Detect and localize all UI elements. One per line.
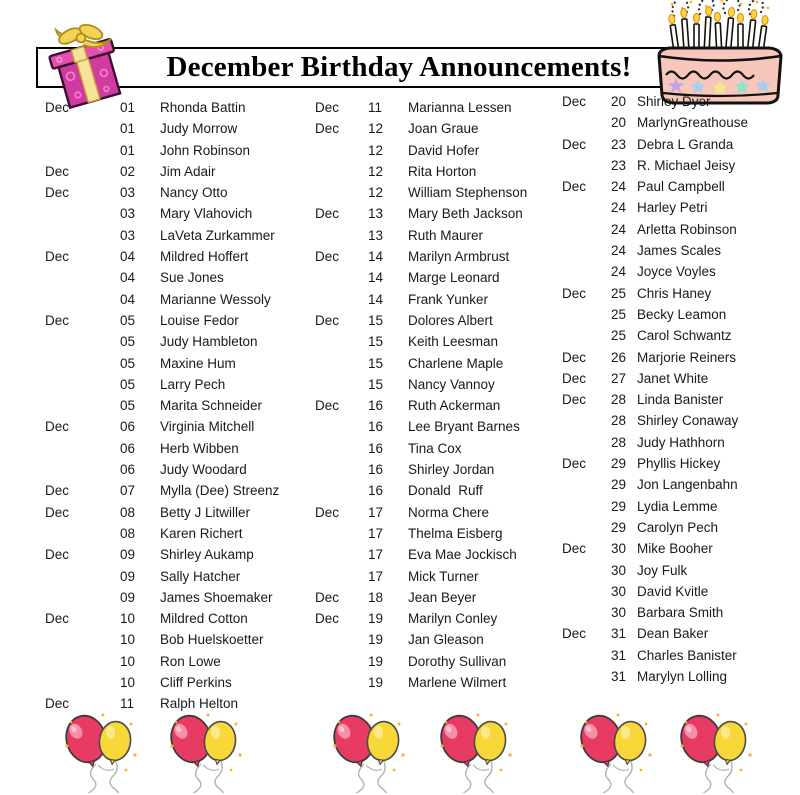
month-label: Dec (45, 312, 70, 328)
person-name: Becky Leamon (637, 306, 727, 322)
birthday-entry (562, 496, 800, 517)
day-number: 29 (611, 477, 627, 493)
month-label: Dec (562, 626, 587, 642)
person-name: Maxine Hum (160, 355, 236, 371)
person-name: Marilyn Armbrust (408, 249, 510, 265)
person-name: Marita Schneider (160, 398, 263, 414)
day-number: 29 (611, 498, 627, 514)
month-label: Dec (315, 504, 340, 520)
person-name: Eva Mae Jockisch (408, 547, 517, 563)
person-name: MarlynGreathouse (637, 115, 749, 131)
day-number: 04 (120, 291, 136, 307)
day-number: 25 (611, 328, 627, 344)
day-number: 17 (368, 504, 384, 520)
person-name: Nancy Vannoy (408, 376, 495, 392)
day-number: 16 (368, 419, 384, 435)
birthday-entry (562, 666, 800, 687)
birthday-entry (45, 374, 307, 395)
person-name: Frank Yunker (408, 291, 489, 307)
day-number: 08 (120, 504, 136, 520)
day-number: 26 (611, 349, 627, 365)
day-number: 09 (120, 589, 136, 605)
person-name: Ruth Ackerman (408, 398, 501, 414)
birthday-entry (45, 97, 307, 118)
birthday-entry (562, 91, 800, 112)
month-label: Dec (562, 349, 587, 365)
day-number: 03 (120, 206, 136, 222)
birthday-entry (45, 502, 307, 523)
person-name: Chris Haney (637, 285, 712, 301)
day-number: 01 (120, 100, 136, 115)
day-number: 10 (120, 632, 136, 648)
person-name: Marlene Wilmert (408, 675, 507, 691)
birthday-entry (562, 197, 800, 218)
day-number: 07 (120, 483, 136, 499)
person-name: David Kvitle (637, 583, 709, 599)
person-name: Marianne Wessoly (160, 291, 271, 307)
person-name: Norma Chere (408, 504, 490, 520)
person-name: Judy Woodard (160, 462, 247, 478)
birthday-entry (45, 480, 307, 501)
person-name: William Stephenson (408, 185, 528, 201)
day-number: 30 (611, 605, 627, 621)
birthday-entry (562, 453, 800, 474)
day-number: 17 (368, 547, 384, 563)
birthday-entry (315, 97, 567, 118)
day-number: 11 (368, 100, 383, 115)
month-label: Dec (562, 541, 587, 557)
birthday-entry (562, 347, 800, 368)
day-number: 06 (120, 462, 136, 478)
birthday-entry (45, 310, 307, 331)
day-number: 01 (120, 142, 136, 158)
person-name: Janet White (637, 370, 709, 386)
person-name: Mildred Hoffert (160, 249, 249, 265)
person-name: Ron Lowe (160, 653, 221, 669)
month-label: Dec (562, 285, 587, 301)
month-label: Dec (45, 611, 70, 627)
day-number: 24 (611, 200, 627, 216)
birthday-entry (315, 182, 567, 203)
person-name: Marge Leonard (408, 270, 500, 286)
day-number: 12 (368, 121, 384, 137)
person-name: James Scales (637, 243, 722, 259)
day-number: 30 (611, 583, 627, 599)
birthday-entry (45, 140, 307, 161)
month-label: Dec (315, 121, 340, 137)
birthday-entry (562, 304, 800, 325)
birthday-entry (45, 672, 307, 693)
birthday-entry (315, 310, 567, 331)
day-number: 31 (611, 626, 627, 642)
month-label: Dec (45, 419, 70, 435)
birthday-entry (562, 325, 800, 346)
person-name: Arletta Robinson (637, 221, 737, 237)
person-name: Judy Morrow (160, 121, 238, 137)
person-name: Barbara Smith (637, 605, 724, 621)
birthday-entry (562, 112, 800, 133)
birthday-entry (562, 474, 800, 495)
person-name: Dolores Albert (408, 312, 493, 328)
balloon-pair-icon (163, 708, 248, 793)
person-name: Rita Horton (408, 163, 477, 179)
day-number: 28 (611, 392, 627, 408)
person-name: Jean Beyer (408, 589, 477, 605)
person-name: Charles Banister (637, 647, 737, 663)
day-number: 24 (611, 264, 627, 280)
birthday-entry (562, 283, 800, 304)
birthday-entry (315, 267, 567, 288)
person-name: David Hofer (408, 142, 480, 158)
birthday-column-3 (562, 91, 800, 687)
birthday-entry (562, 538, 800, 559)
person-name: R. Michael Jeisy (637, 157, 736, 173)
birthday-entry (562, 560, 800, 581)
birthday-column-2 (315, 97, 567, 693)
birthday-entry (315, 566, 567, 587)
person-name: Shirley Dyer (637, 94, 711, 109)
day-number: 15 (368, 312, 384, 328)
birthday-entry (562, 410, 800, 431)
day-number: 16 (368, 483, 384, 499)
day-number: 12 (368, 163, 384, 179)
person-name: Marylyn Lolling (637, 669, 728, 685)
birthday-entry (315, 353, 567, 374)
day-number: 16 (368, 440, 384, 456)
day-number: 16 (368, 462, 384, 478)
person-name: Virginia Mitchell (160, 419, 255, 435)
person-name: Charlene Maple (408, 355, 504, 371)
person-name: Dean Baker (637, 626, 709, 642)
birthday-entry (45, 203, 307, 224)
person-name: Phyllis Hickey (637, 456, 721, 472)
birthday-entry (45, 544, 307, 565)
month-label: Dec (315, 398, 340, 414)
month-label: Dec (315, 611, 340, 627)
day-number: 03 (120, 227, 136, 243)
day-number: 31 (611, 669, 627, 685)
birthday-entry (315, 459, 567, 480)
day-number: 20 (611, 94, 627, 109)
person-name: Lydia Lemme (637, 498, 718, 514)
day-number: 05 (120, 398, 136, 414)
month-label: Dec (45, 696, 70, 712)
birthday-entry (315, 587, 567, 608)
day-number: 19 (368, 653, 384, 669)
person-name: John Robinson (160, 142, 251, 158)
month-label: Dec (315, 206, 340, 222)
day-number: 20 (611, 115, 627, 131)
balloon-pair-icon (433, 708, 518, 793)
day-number: 30 (611, 562, 627, 578)
balloon-pair-icon (58, 708, 143, 793)
month-label: Dec (45, 100, 70, 115)
day-number: 11 (120, 696, 135, 712)
month-label: Dec (45, 547, 70, 563)
person-name: Thelma Eisberg (408, 525, 503, 541)
day-number: 05 (120, 312, 136, 328)
person-name: Shirley Jordan (408, 462, 495, 478)
birthday-entry (315, 246, 567, 267)
person-name: Donald Ruff (408, 483, 483, 499)
person-name: Joy Fulk (637, 562, 688, 578)
month-label: Dec (562, 456, 587, 472)
candles-icon (668, 6, 768, 52)
birthday-entry (315, 331, 567, 352)
birthday-entry (45, 629, 307, 650)
day-number: 05 (120, 355, 136, 371)
birthday-entry (45, 395, 307, 416)
day-number: 29 (611, 456, 627, 472)
day-number: 05 (120, 334, 136, 350)
day-number: 27 (611, 370, 627, 386)
birthday-entry (315, 203, 567, 224)
day-number: 16 (368, 398, 384, 414)
day-number: 25 (611, 306, 627, 322)
day-number: 24 (611, 221, 627, 237)
person-name: Sue Jones (160, 270, 224, 286)
person-name: Carolyn Pech (637, 519, 719, 535)
person-name: Joyce Voyles (637, 264, 716, 280)
person-name: Ruth Maurer (408, 227, 484, 243)
day-number: 10 (120, 611, 136, 627)
birthday-entry (45, 289, 307, 310)
birthday-entry (562, 155, 800, 176)
balloon-pair-icon (673, 708, 758, 793)
birthday-entry (562, 432, 800, 453)
day-number: 06 (120, 440, 136, 456)
day-number: 31 (611, 647, 627, 663)
day-number: 17 (368, 525, 384, 541)
birthday-entry (315, 395, 567, 416)
birthday-entry (45, 566, 307, 587)
person-name: Betty J Litwiller (160, 504, 251, 520)
birthday-entry (562, 645, 800, 666)
day-number: 18 (368, 589, 384, 605)
birthday-entry (45, 353, 307, 374)
birthday-entry (45, 459, 307, 480)
person-name: Ralph Helton (160, 696, 239, 712)
person-name: Jim Adair (160, 163, 216, 179)
person-name: Sally Hatcher (160, 568, 241, 584)
birthday-entry (315, 118, 567, 139)
person-name: Linda Banister (637, 392, 724, 408)
person-name: Debra L Granda (637, 136, 734, 152)
birthday-entry (315, 374, 567, 395)
birthday-entry (562, 176, 800, 197)
month-label: Dec (562, 94, 587, 109)
day-number: 15 (368, 334, 384, 350)
day-number: 15 (368, 376, 384, 392)
day-number: 14 (368, 291, 384, 307)
person-name: Cliff Perkins (160, 675, 232, 691)
day-number: 14 (368, 270, 384, 286)
person-name: Tina Cox (408, 440, 462, 456)
birthday-entry (315, 672, 567, 693)
birthday-entry (562, 581, 800, 602)
person-name: Mike Booher (637, 541, 713, 557)
person-name: Dorothy Sullivan (408, 653, 507, 669)
birthday-entry (45, 182, 307, 203)
day-number: 23 (611, 136, 627, 152)
birthday-entry (315, 502, 567, 523)
birthday-entry (315, 629, 567, 650)
month-label: Dec (45, 483, 70, 499)
day-number: 30 (611, 541, 627, 557)
birthday-entry (315, 140, 567, 161)
person-name: Rhonda Battin (160, 100, 246, 115)
day-number: 04 (120, 270, 136, 286)
birthday-entry (315, 651, 567, 672)
day-number: 10 (120, 653, 136, 669)
birthday-entry (315, 608, 567, 629)
person-name: Marilyn Conley (408, 611, 498, 627)
person-name: Nancy Otto (160, 185, 228, 201)
person-name: Herb Wibben (160, 440, 239, 456)
day-number: 09 (120, 547, 136, 563)
person-name: Jan Gleason (408, 632, 484, 648)
person-name: Karen Richert (160, 525, 243, 541)
birthday-entry (315, 225, 567, 246)
month-label: Dec (45, 249, 70, 265)
person-name: Shirley Aukamp (160, 547, 254, 563)
birthday-entry (562, 261, 800, 282)
balloon-pair-icon (326, 708, 411, 793)
balloon-pair-icon (573, 708, 658, 793)
day-number: 29 (611, 519, 627, 535)
person-name: Carol Schwantz (637, 328, 732, 344)
gift-bow-icon (56, 22, 111, 47)
month-label: Dec (562, 136, 587, 152)
birthday-entry (45, 331, 307, 352)
birthday-entry (315, 161, 567, 182)
birthday-entry (315, 438, 567, 459)
day-number: 03 (120, 185, 136, 201)
birthday-entry (562, 368, 800, 389)
month-label: Dec (45, 185, 70, 201)
day-number: 02 (120, 163, 136, 179)
day-number: 17 (368, 568, 384, 584)
month-label: Dec (315, 249, 340, 265)
person-name: Mary Beth Jackson (408, 206, 523, 222)
birthday-entry (45, 608, 307, 629)
birthday-entry (315, 544, 567, 565)
birthday-entry (45, 416, 307, 437)
person-name: Marjorie Reiners (637, 349, 737, 365)
birthday-entry (315, 523, 567, 544)
day-number: 01 (120, 121, 136, 137)
person-name: Keith Leesman (408, 334, 499, 350)
day-number: 28 (611, 413, 627, 429)
day-number: 04 (120, 249, 136, 265)
person-name: James Shoemaker (160, 589, 273, 605)
day-number: 08 (120, 525, 136, 541)
birthday-entry (562, 517, 800, 538)
person-name: Bob Huelskoetter (160, 632, 264, 648)
day-number: 19 (368, 611, 384, 627)
birthday-entry (45, 161, 307, 182)
birthday-entry (315, 289, 567, 310)
month-label: Dec (315, 100, 340, 115)
page-title: December Birthday Announcements! (166, 51, 632, 83)
birthday-entry (45, 438, 307, 459)
month-label: Dec (315, 589, 340, 605)
month-label: Dec (45, 163, 70, 179)
person-name: Paul Campbell (637, 179, 725, 195)
person-name: Judy Hambleton (160, 334, 258, 350)
person-name: Mildred Cotton (160, 611, 248, 627)
birthday-entry (562, 389, 800, 410)
person-name: Mylla (Dee) Streenz (160, 483, 280, 499)
day-number: 28 (611, 434, 627, 450)
birthday-entry (45, 118, 307, 139)
birthday-entry (45, 267, 307, 288)
day-number: 23 (611, 157, 627, 173)
month-label: Dec (562, 392, 587, 408)
birthday-entry (315, 480, 567, 501)
day-number: 25 (611, 285, 627, 301)
birthday-entry (45, 523, 307, 544)
month-label: Dec (315, 312, 340, 328)
person-name: Louise Fedor (160, 312, 239, 328)
person-name: Joan Graue (408, 121, 479, 137)
month-label: Dec (45, 504, 70, 520)
day-number: 05 (120, 376, 136, 392)
person-name: LaVeta Zurkammer (160, 227, 275, 243)
day-number: 19 (368, 675, 384, 691)
day-number: 24 (611, 243, 627, 259)
birthday-entry (562, 219, 800, 240)
person-name: Larry Pech (160, 376, 226, 392)
day-number: 06 (120, 419, 136, 435)
birthday-entry (45, 651, 307, 672)
month-label: Dec (562, 179, 587, 195)
birthday-column-1 (45, 97, 307, 715)
person-name: Shirley Conaway (637, 413, 739, 429)
day-number: 12 (368, 142, 384, 158)
day-number: 12 (368, 185, 384, 201)
birthday-entry (562, 134, 800, 155)
person-name: Mary Vlahovich (160, 206, 253, 222)
birthday-entry (562, 623, 800, 644)
birthday-entry (45, 225, 307, 246)
birthday-entry (45, 587, 307, 608)
person-name: Lee Bryant Barnes (408, 419, 520, 435)
day-number: 24 (611, 179, 627, 195)
birthday-entry (562, 240, 800, 261)
day-number: 15 (368, 355, 384, 371)
person-name: Harley Petri (637, 200, 708, 216)
birthday-entry (45, 246, 307, 267)
person-name: Judy Hathhorn (637, 434, 725, 450)
month-label: Dec (562, 370, 587, 386)
person-name: Marianna Lessen (408, 100, 512, 115)
person-name: Jon Langenbahn (637, 477, 738, 493)
day-number: 14 (368, 249, 384, 265)
day-number: 09 (120, 568, 136, 584)
birthday-entry (315, 416, 567, 437)
day-number: 19 (368, 632, 384, 648)
person-name: Mick Turner (408, 568, 479, 584)
day-number: 13 (368, 206, 384, 222)
day-number: 13 (368, 227, 384, 243)
day-number: 10 (120, 675, 136, 691)
birthday-entry (562, 602, 800, 623)
